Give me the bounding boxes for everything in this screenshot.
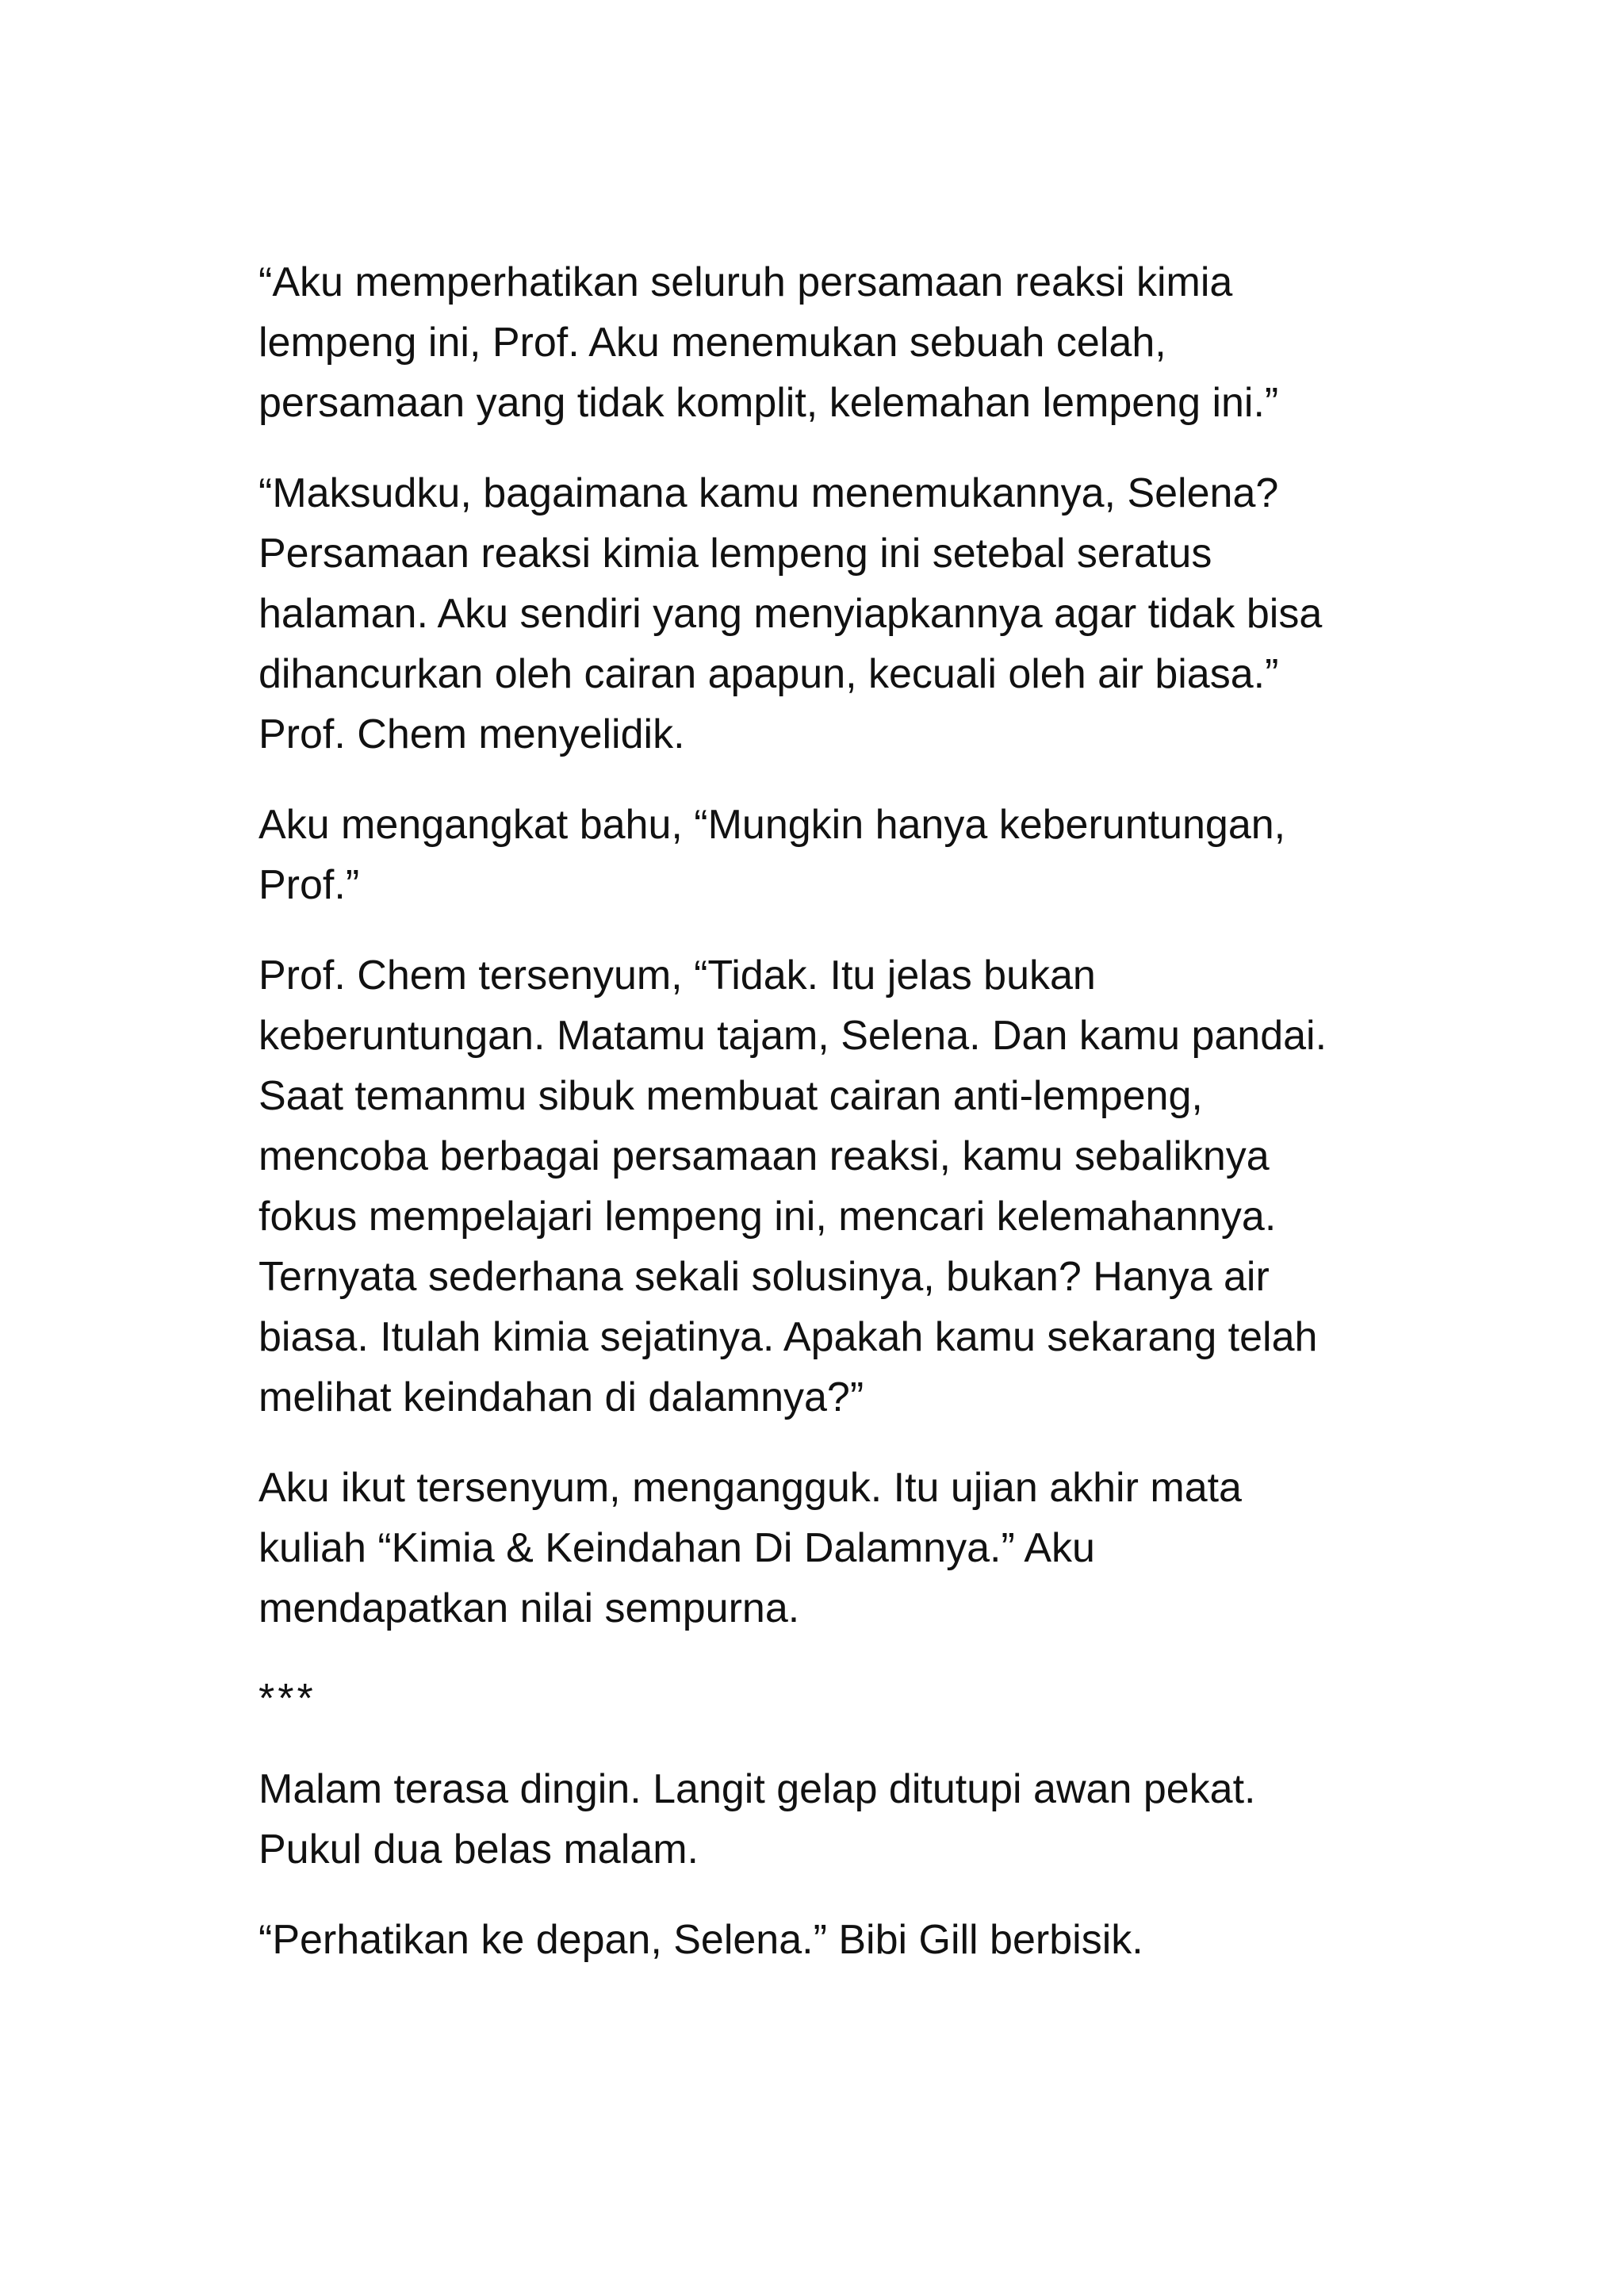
paragraph-5: Aku ikut tersenyum, mengangguk. Itu ujian akhir mata kuliah “Kimia & Keindahan Di Dalamnya.” Aku mendapatkan nilai sempurna. bbox=[259, 1465, 1242, 1631]
paragraph-4: Prof. Chem tersenyum, “Tidak. Itu jelas bukan keberuntungan. Matamu tajam, Selena. Dan kamu pandai. Saat temanmu sibuk membuat cairan anti-lempeng, mencoba berbagai persamaan reaksi, kamu sebaliknya fokus mempelajari lempeng ini, mencari kelemahannya. Ternyata sederhana sekali solusinya, bukan? Hanya air biasa. Itulah kimia sejatinya. Apakah kamu sekarang telah melihat keindahan di dalamnya?” bbox=[259, 953, 1327, 1420]
paragraph-2: “Maksudku, bagaimana kamu menemukannya, Selena? Persamaan reaksi kimia lempeng ini setebal seratus halaman. Aku sendiri yang menyiapkannya agar tidak bisa dihancurkan oleh cairan apapun, kecuali oleh air biasa.” Prof. Chem menyelidik. bbox=[259, 470, 1323, 757]
paragraph-3: Aku mengangkat bahu, “Mungkin hanya keberuntungan, Prof.” bbox=[259, 802, 1286, 908]
scene-break: *** bbox=[259, 1676, 316, 1722]
paragraph-7: “Perhatikan ke depan, Selena.” Bibi Gill berbisik. bbox=[259, 1917, 1143, 1963]
paragraph-6: Malam terasa dingin. Langit gelap ditutupi awan pekat. Pukul dua belas malam. bbox=[259, 1766, 1256, 1872]
paragraph-1: “Aku memperhatikan seluruh persamaan reaksi kimia lempeng ini, Prof. Aku menemukan sebuah celah, persamaan yang tidak komplit, kelemahan lempeng ini.” bbox=[259, 259, 1279, 426]
page-body-text bbox=[259, 252, 1385, 2000]
